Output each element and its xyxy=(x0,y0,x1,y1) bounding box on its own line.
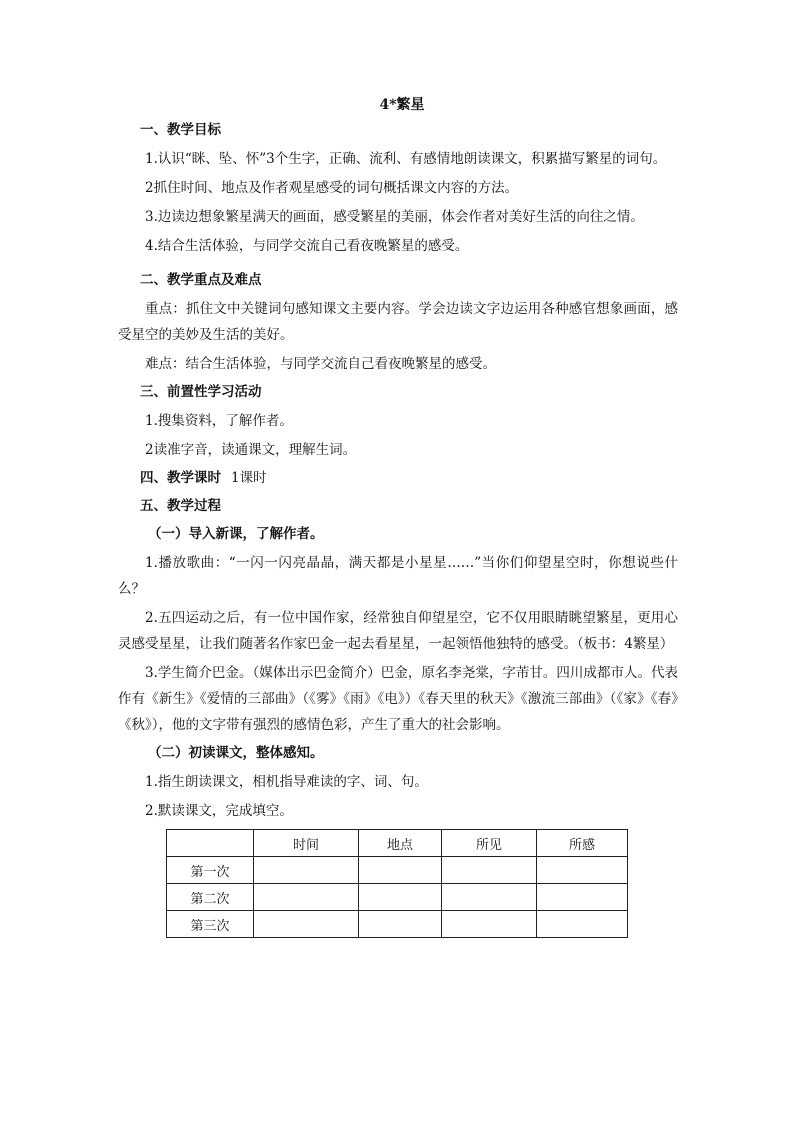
process-part2-heading: （二）初读课文，整体感知。 xyxy=(148,745,324,761)
table-cell xyxy=(537,911,628,938)
key-difficulty: 难点：结合生活体验，与同学交流自己看夜晚繁星的感受。 xyxy=(145,356,496,372)
table-row-label: 第三次 xyxy=(167,911,254,938)
key-focus: 重点：抓住文中关键词句感知课文主要内容。学会边读文字边运用各种感官想象画面，感受星空的美妙及生活的美好。 xyxy=(118,301,678,343)
goal-item-1: 1.认识“眯、坠、怀”3个生字，正确、流利、有感情地朗读课文，积累描写繁星的词句。 xyxy=(145,151,667,167)
table-header-cell: 所见 xyxy=(442,830,537,857)
table-cell xyxy=(359,911,442,938)
table-row xyxy=(167,857,628,884)
hours-value: 1课时 xyxy=(231,470,267,486)
section-heading-pre-activities: 三、前置性学习活动 xyxy=(140,384,262,400)
section-heading-key-points: 二、教学重点及难点 xyxy=(140,272,262,288)
section-heading-process: 五、教学过程 xyxy=(140,498,221,514)
table-cell xyxy=(537,857,628,884)
goal-item-4: 4.结合生活体验，与同学交流自己看夜晚繁星的感受。 xyxy=(145,238,469,254)
process-part1-heading: （一）导入新课，了解作者。 xyxy=(148,526,324,542)
process-part2-item-2: 2.默读课文，完成填空。 xyxy=(145,803,293,819)
table-row-label: 第二次 xyxy=(167,884,254,911)
pre-activity-2: 2读准字音，读通课文，理解生词。 xyxy=(145,442,357,458)
table-cell xyxy=(442,911,537,938)
process-part1-item-3: 3.学生简介巴金。（媒体出示巴金简介）巴金，原名李尧棠，字芾甘。四川成都市人。代表作有《新生》《爱情的三部曲》（《雾》《雨》《电》）《春天里的秋天》《激流三部曲》（《家》《春》《秋》），他的文字带有强烈的感情色彩，产生了重大的社会影响。 xyxy=(118,665,678,733)
table-header-cell xyxy=(167,830,254,857)
table-header-cell: 地点 xyxy=(359,830,442,857)
table-cell xyxy=(359,884,442,911)
process-part1-item-1: 1.播放歌曲：“一闪一闪亮晶晶，满天都是小星星……”当你们仰望星空时，你想说些什么？ xyxy=(118,555,678,597)
table-row xyxy=(167,884,628,911)
table-cell xyxy=(254,857,359,884)
table-cell xyxy=(254,911,359,938)
process-part2-item-1: 1.指生朗读课文，相机指导难读的字、词、句。 xyxy=(145,774,428,790)
table-row-label: 第一次 xyxy=(167,857,254,884)
table-header-cell: 所感 xyxy=(537,830,628,857)
pre-activity-1: 1.搜集资料，了解作者。 xyxy=(145,413,293,429)
fill-in-table xyxy=(166,829,628,938)
section-heading-hours xyxy=(118,466,678,494)
table-header-cell: 时间 xyxy=(254,830,359,857)
table-cell xyxy=(442,857,537,884)
document-title: 4*繁星 xyxy=(379,97,425,113)
hours-label: 四、教学课时 xyxy=(140,470,221,486)
table-header-row xyxy=(167,830,628,857)
process-part1-item-2: 2.五四运动之后，有一位中国作家，经常独自仰望星空，它不仅用眼睛眺望繁星，更用心灵感受星星，让我们随著名作家巴金一起去看星星，一起领悟他独特的感受。（板书：4繁星） xyxy=(118,610,678,652)
table-cell xyxy=(537,884,628,911)
goal-item-2: 2抓住时间、地点及作者观星感受的词句概括课文内容的方法。 xyxy=(145,180,519,196)
document-page xyxy=(118,92,678,938)
table-cell xyxy=(254,884,359,911)
table-cell xyxy=(359,857,442,884)
section-heading-goals: 一、教学目标 xyxy=(140,122,221,138)
table-cell xyxy=(442,884,537,911)
table-row xyxy=(167,911,628,938)
goal-item-3: 3.边读边想象繁星满天的画面，感受繁星的美丽，体会作者对美好生活的向往之情。 xyxy=(145,209,644,225)
